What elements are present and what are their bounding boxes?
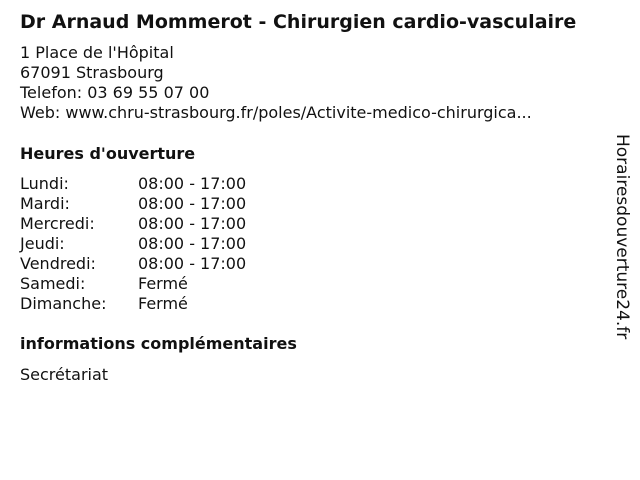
hours-heading: Heures d'ouverture — [20, 144, 196, 163]
time-value: Fermé — [138, 274, 188, 293]
hours-row-thursday — [20, 234, 246, 254]
day-label: Lundi: — [20, 174, 69, 193]
info-text: Secrétariat — [20, 365, 109, 384]
watermark — [612, 134, 632, 344]
hours-row-wednesday — [20, 214, 246, 234]
page-title: Dr Arnaud Mommerot - Chirurgien cardio-vasculaire — [20, 11, 577, 33]
day-label: Samedi: — [20, 274, 86, 293]
time-value: 08:00 - 17:00 — [138, 194, 247, 213]
day-label: Mardi: — [20, 194, 70, 213]
hours-row-monday — [20, 174, 246, 194]
day-label: Mercredi: — [20, 214, 95, 233]
hours-row-sunday — [20, 294, 246, 314]
address-block — [20, 43, 532, 123]
time-value: 08:00 - 17:00 — [138, 254, 247, 273]
hours-row-saturday — [20, 274, 246, 294]
day-label: Dimanche: — [20, 294, 107, 313]
website: Web: www.chru-strasbourg.fr/poles/Activite-medico-chirurgica... — [20, 103, 532, 122]
day-label: Vendredi: — [20, 254, 96, 273]
day-label: Jeudi: — [20, 234, 65, 253]
info-heading: informations complémentaires — [20, 334, 297, 353]
phone-number: Telefon: 03 69 55 07 00 — [20, 83, 210, 102]
opening-hours-table — [20, 174, 246, 314]
hours-row-tuesday — [20, 194, 246, 214]
time-value: 08:00 - 17:00 — [138, 174, 247, 193]
time-value: 08:00 - 17:00 — [138, 234, 247, 253]
street-address: 1 Place de l'Hôpital — [20, 43, 174, 62]
city: 67091 Strasbourg — [20, 63, 164, 82]
hours-row-friday — [20, 254, 246, 274]
time-value: Fermé — [138, 294, 188, 313]
time-value: 08:00 - 17:00 — [138, 214, 247, 233]
watermark-text: Horairesdouverture24.fr — [612, 134, 632, 340]
